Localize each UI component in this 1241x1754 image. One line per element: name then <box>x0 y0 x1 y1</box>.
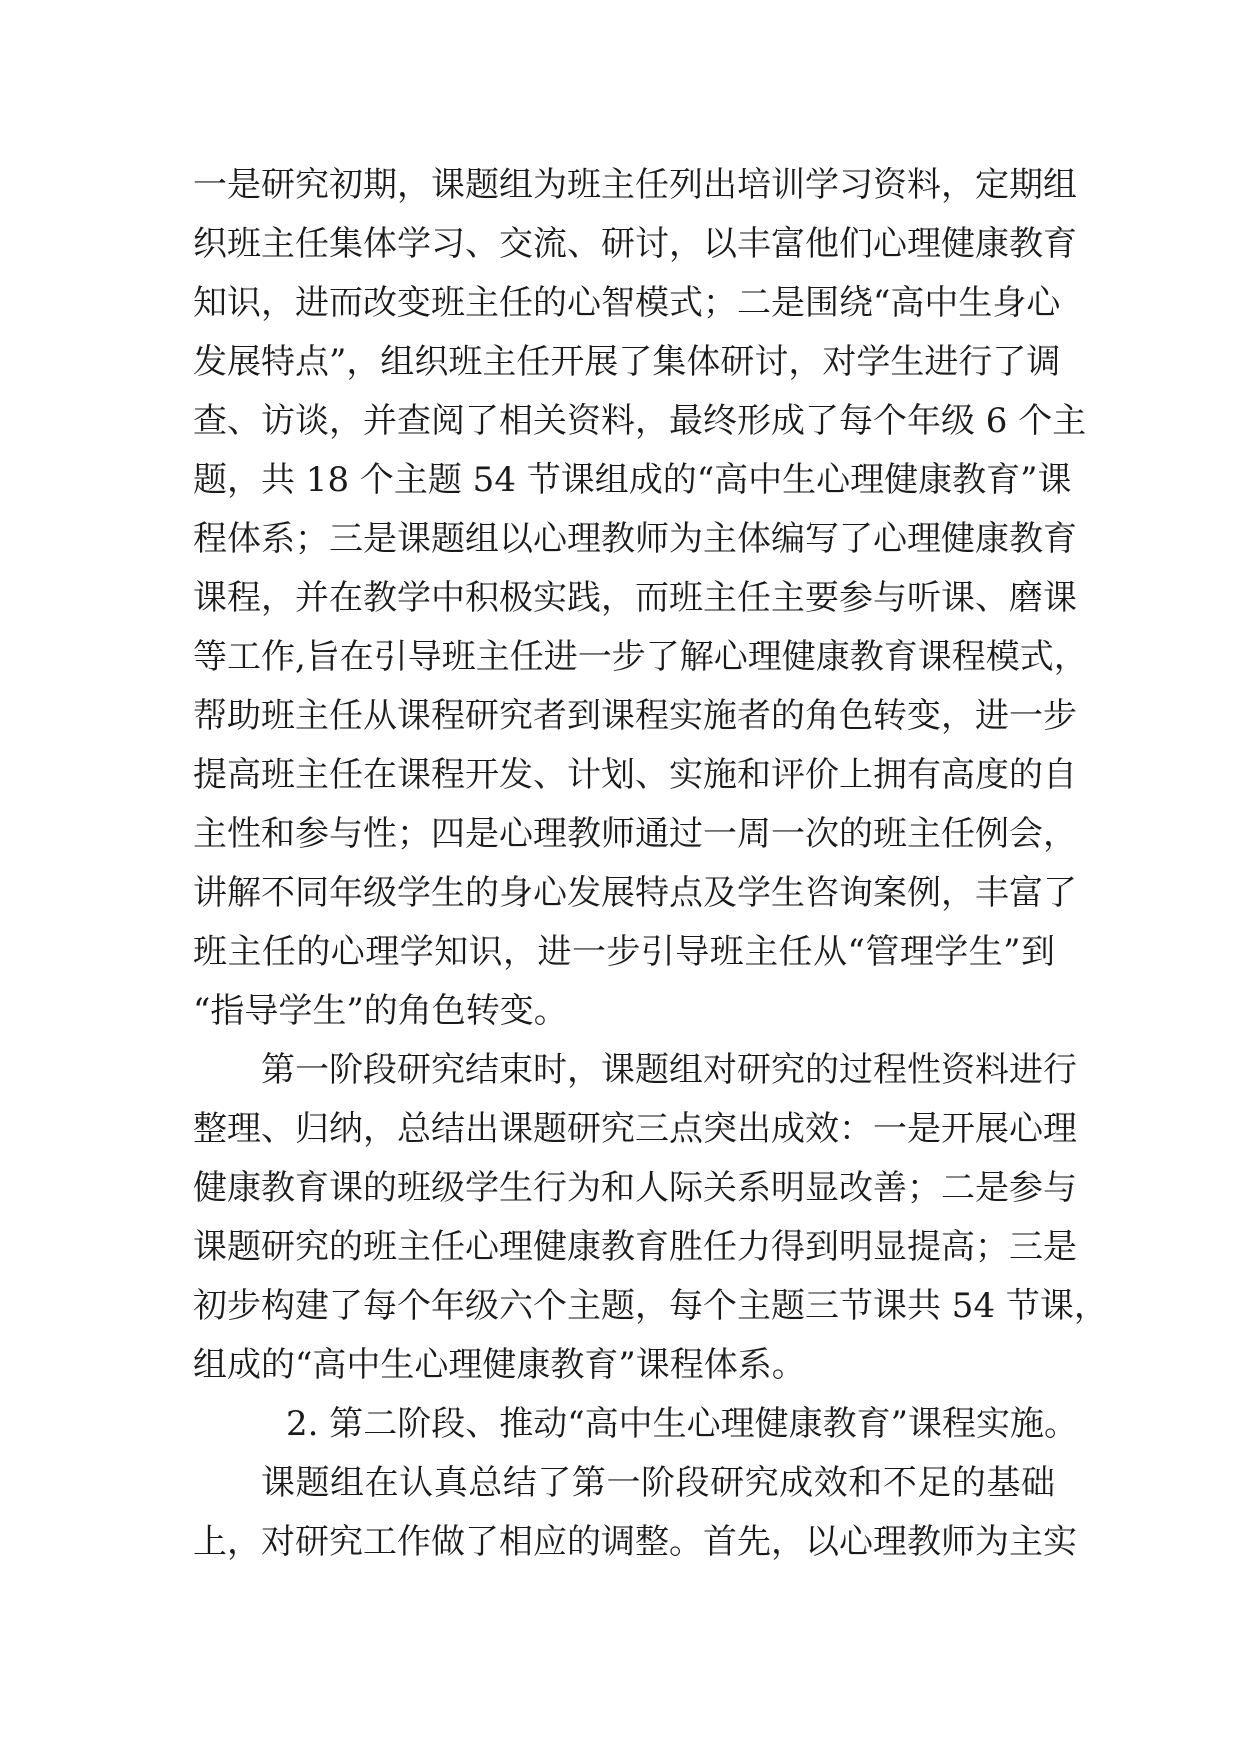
text-line: 等工作,旨在引导班主任进一步了解心理健康教育课程模式， <box>193 637 1088 677</box>
text-line: 讲解不同年级学生的身心发展特点及学生咨询案例，丰富了 <box>193 873 1077 913</box>
text-line: 课程，并在教学中积极实践，而班主任主要参与听课、磨课 <box>193 578 1077 618</box>
text-line: 查、访谈，并查阅了相关资料，最终形成了每个年级 6 个主 <box>193 401 1087 441</box>
text-line: 知识，进而改变班主任的心智模式；二是围绕“高中生身心 <box>193 283 1061 323</box>
text-line: 织班主任集体学习、交流、研讨，以丰富他们心理健康教育 <box>193 224 1077 264</box>
text-line: 上，对研究工作做了相应的调整。首先，以心理教师为主实 <box>193 1522 1077 1562</box>
text-line: 主性和参与性；四是心理教师通过一周一次的班主任例会， <box>193 814 1077 854</box>
paragraph-first-line: 第一阶段研究结束时，课题组对研究的过程性资料进行 <box>261 1050 1077 1090</box>
text-line: 整理、归纳，总结出课题研究三点突出成效：一是开展心理 <box>193 1109 1077 1149</box>
text-line: 帮助班主任从课程研究者到课程实施者的角色转变，进一步 <box>193 696 1077 736</box>
body-text <box>193 156 1108 1572</box>
section-heading: 2. 第二阶段、推动“高中生心理健康教育”课程实施。 <box>286 1404 1079 1444</box>
text-line: 课题研究的班主任心理健康教育胜任力得到明显提高；三是 <box>193 1227 1077 1267</box>
text-line: 初步构建了每个年级六个主题，每个主题三节课共 54 节课， <box>193 1286 1108 1326</box>
text-line: 程体系；三是课题组以心理教师为主体编写了心理健康教育 <box>193 519 1077 559</box>
text-line: 题，共 18 个主题 54 节课组成的“高中生心理健康教育”课 <box>193 460 1072 500</box>
paragraph-first-line: 课题组在认真总结了第一阶段研究成效和不足的基础 <box>261 1463 1055 1503</box>
text-line: 发展特点”，组织班主任开展了集体研讨，对学生进行了调 <box>193 342 1061 382</box>
text-line: 提高班主任在课程开发、计划、实施和评价上拥有高度的自 <box>193 755 1077 795</box>
text-line: 班主任的心理学知识，进一步引导班主任从“管理学生”到 <box>193 932 1055 972</box>
text-line: 健康教育课的班级学生行为和人际关系明显改善；二是参与 <box>193 1168 1077 1208</box>
text-line: 组成的“高中生心理健康教育”课程体系。 <box>193 1345 806 1385</box>
text-line: 一是研究初期，课题组为班主任列出培训学习资料，定期组 <box>193 165 1077 205</box>
text-line: “指导学生”的角色转变。 <box>193 991 568 1031</box>
